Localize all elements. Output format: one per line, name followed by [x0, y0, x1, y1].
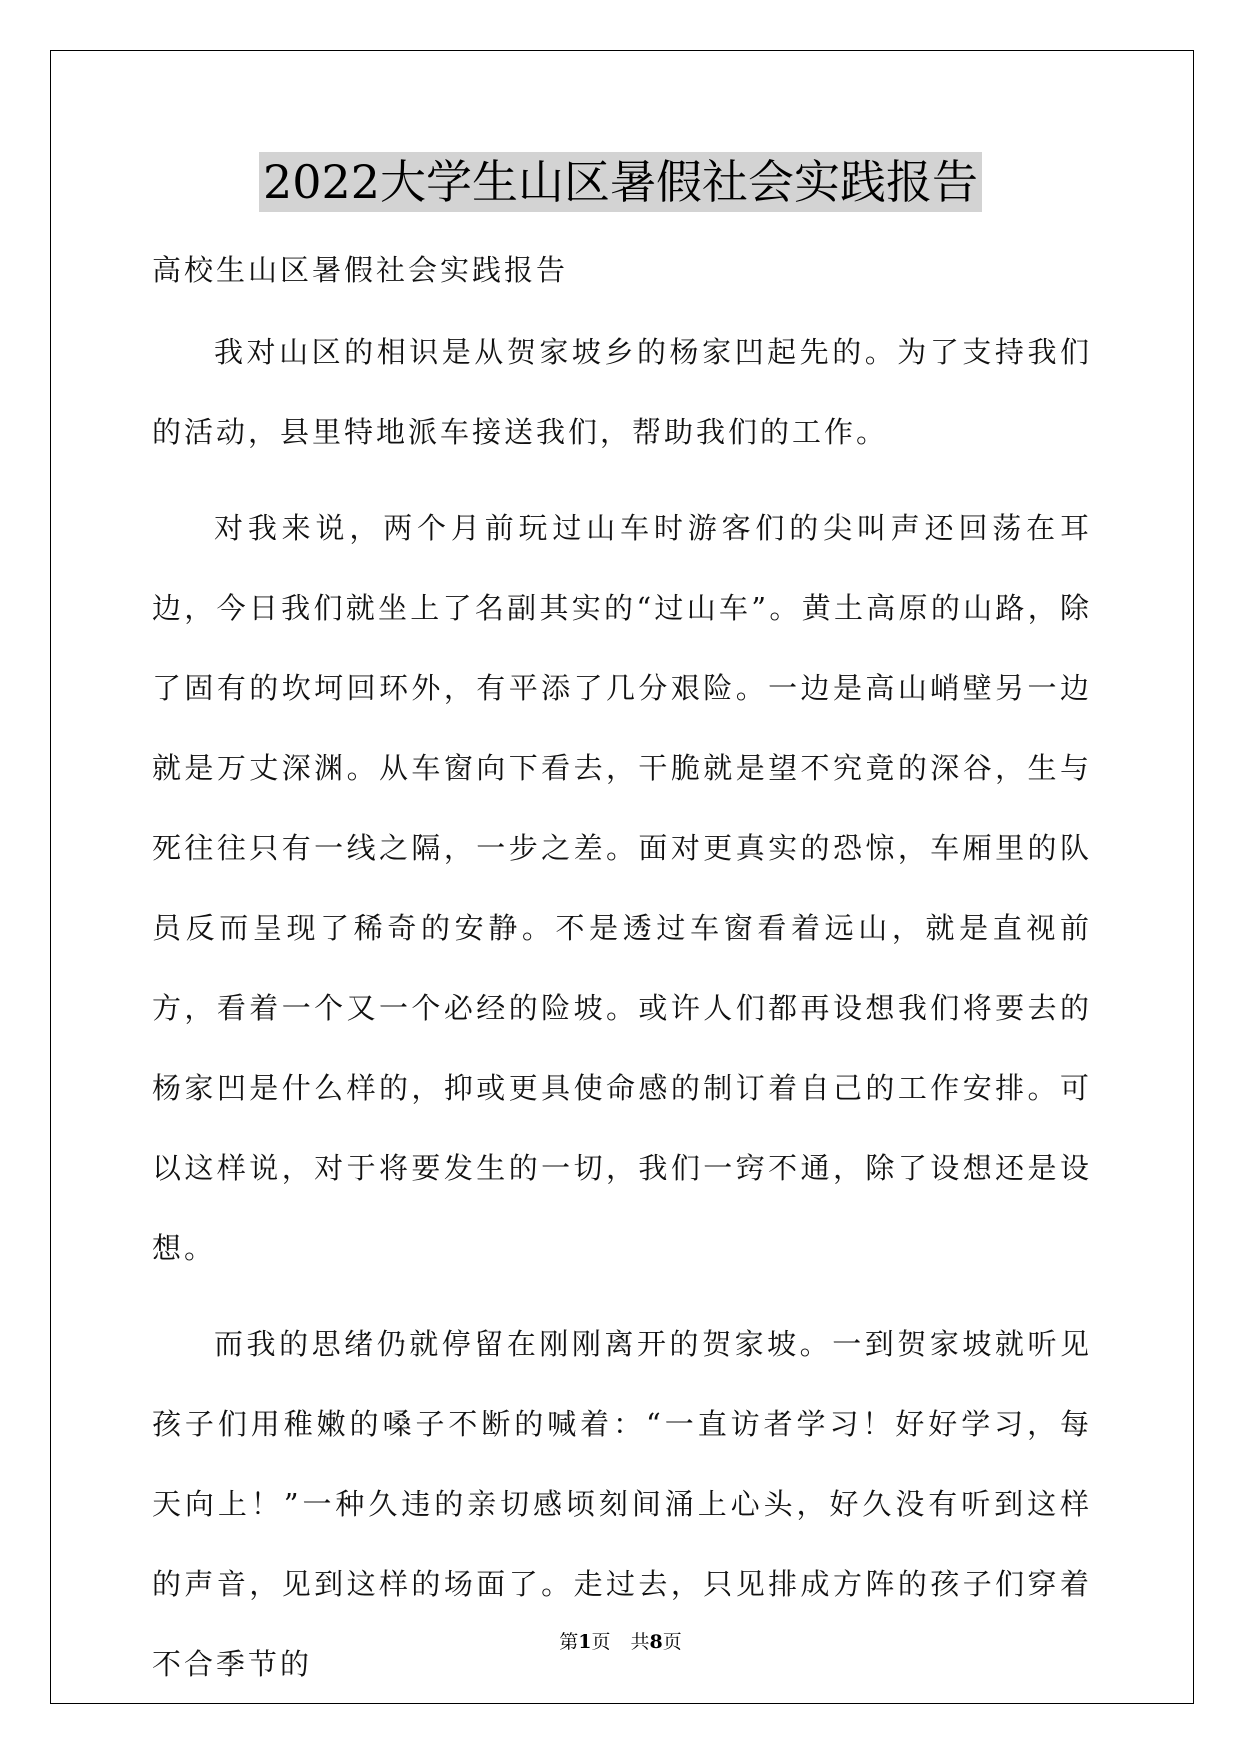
page-prefix: 第: [559, 1631, 579, 1653]
title-container: [0, 152, 1241, 212]
paragraph-2: 对我来说，两个月前玩过山车时游客们的尖叫声还回荡在耳边，今日我们就坐上了名副其实的“过山车”。黄土高原的山路，除了固有的坎坷回环外，有平添了几分艰险。一边是高山峭壁另一边就是万丈深渊。从车窗向下看去，干脆就是望不究竟的深谷，生与死往往只有一线之隔，一步之差。面对更真实的恐惊，车厢里的队员反而呈现了稀奇的安静。不是透过车窗看着远山，就是直视前方，看着一个又一个必经的险坡。或许人们都再设想我们将要去的杨家凹是什么样的，抑或更具使命感的制订着自己的工作安排。可以这样说，对于将要发生的一切，我们一窍不通，除了设想还是设想。: [152, 511, 1092, 1265]
document-title: 2022大学生山区暑假社会实践报告: [259, 152, 982, 212]
page-suffix: 页: [591, 1631, 611, 1653]
page-number: 1: [578, 1631, 592, 1653]
paragraph-1: 我对山区的相识是从贺家坡乡的杨家凹起先的。为了支持我们的活动，县里特地派车接送我们，帮助我们的工作。: [152, 335, 1092, 449]
total-suffix: 页: [662, 1631, 682, 1653]
document-subtitle: 高校生山区暑假社会实践报告: [152, 253, 569, 287]
document-body: [152, 240, 1092, 1704]
paragraph-3: 而我的思绪仍就停留在刚刚离开的贺家坡。一到贺家坡就听见孩子们用稚嫩的嗓子不断的喊着：“一直访者学习！好好学习，每天向上！”一种久违的亲切感顷刻间涌上心头，好久没有听到这样的声音，见到这样的场面了。走过去，只见排成方阵的孩子们穿着不合季节的: [152, 1327, 1092, 1681]
total-pages: 8: [649, 1631, 663, 1653]
page-footer: [0, 1627, 1241, 1654]
total-prefix: 共: [630, 1631, 650, 1653]
